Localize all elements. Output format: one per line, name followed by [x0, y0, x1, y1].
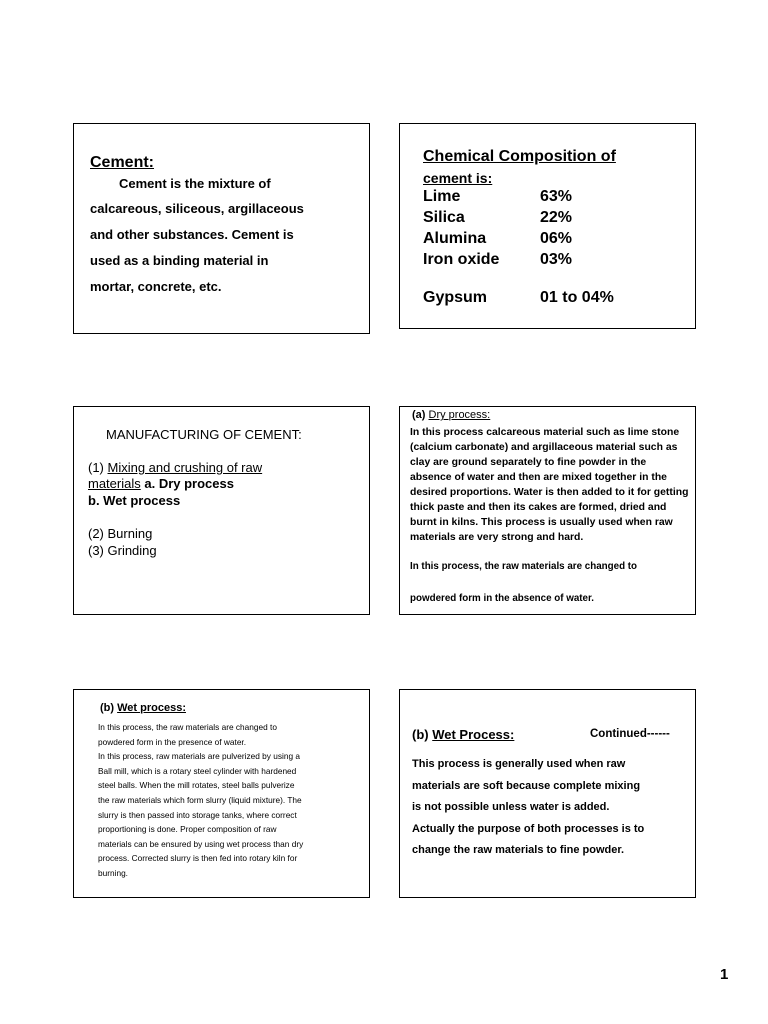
slide-title: MANUFACTURING OF CEMENT:	[106, 427, 302, 442]
item-number: (1)	[88, 460, 108, 475]
text-line: used as a binding material in	[90, 253, 269, 268]
component-name: Gypsum	[423, 289, 488, 306]
slide-title: Cement:	[90, 154, 155, 171]
component-name: Iron oxide	[423, 251, 500, 268]
text-line: proportioning is done. Proper composition of raw	[98, 824, 277, 835]
slide-heading	[100, 702, 186, 714]
slide-manufacturing	[73, 406, 370, 615]
slide-heading	[412, 727, 514, 742]
slide-title: Chemical Composition of	[423, 148, 616, 165]
text-line: This process is generally used when raw	[412, 758, 626, 770]
component-value: 01 to 04%	[540, 289, 614, 306]
text-line: Ball mill, which is a rotary steel cylinder with hardened	[98, 765, 297, 776]
slide-heading	[412, 409, 490, 421]
list-item: (3) Grinding	[88, 543, 157, 558]
list-item	[88, 460, 262, 475]
component-value: 03%	[540, 251, 573, 268]
sub-item: a. Dry process	[140, 476, 234, 491]
heading-prefix: (b)	[412, 727, 433, 742]
heading-label: Wet Process:	[432, 727, 515, 742]
item-label: materials	[88, 476, 141, 491]
text-line: process. Corrected slurry is then fed into rotary kiln for	[98, 853, 298, 864]
component-name: Alumina	[423, 230, 487, 247]
item-label: Mixing and crushing of raw	[107, 460, 263, 475]
text-line: In this process, the raw materials are changed to	[410, 561, 638, 572]
slide-cement-definition	[73, 123, 370, 334]
component-value: 63%	[540, 188, 573, 205]
text-line: powdered form in the absence of water.	[410, 593, 595, 604]
slide-wet-process	[73, 689, 370, 898]
heading-label: Wet process:	[117, 702, 186, 714]
component-name: Silica	[423, 209, 465, 226]
sub-item: b. Wet process	[88, 493, 181, 508]
text-line: In this process, the raw materials are changed to	[98, 722, 277, 732]
text-line: slurry is then passed into storage tanks, where correct	[98, 809, 297, 820]
component-value: 22%	[540, 209, 573, 226]
continued-label: Continued------	[590, 728, 670, 740]
list-item: (2) Burning	[88, 526, 153, 541]
component-name: Lime	[423, 188, 461, 205]
component-value: 06%	[540, 230, 573, 247]
text-line: change the raw materials to fine powder.	[412, 844, 625, 856]
text-line: Actually the purpose of both processes is to	[412, 823, 645, 835]
slide-chemical-composition	[399, 123, 696, 329]
slide-subtitle: cement is:	[423, 170, 493, 186]
slide-wet-process-continued	[399, 689, 696, 898]
heading-prefix: (a)	[412, 409, 429, 421]
slide-dry-process	[399, 406, 696, 615]
text-line: mortar, concrete, etc.	[90, 279, 222, 294]
paragraph	[98, 720, 348, 881]
heading-prefix: (b)	[100, 702, 118, 714]
text-line: materials can be ensured by using wet process than dry	[98, 838, 304, 849]
text-line: materials are soft because complete mixing	[412, 780, 641, 792]
text-line: In this process, raw materials are pulverized by using a	[98, 751, 300, 762]
list-item	[88, 476, 234, 491]
page-number: 1	[720, 966, 729, 983]
text-line: Cement is the mixture of	[119, 176, 271, 191]
text-line: calcareous, siliceous, argillaceous	[90, 201, 304, 216]
text-line: the raw materials which form slurry (liquid mixture). The	[98, 794, 302, 805]
text-line: and other substances. Cement is	[90, 227, 294, 242]
text-line: is not possible unless water is added.	[412, 801, 610, 813]
text-line: steel balls. When the mill rotates, steel balls pulverize	[98, 780, 295, 791]
text-line: powdered form in the presence of water.	[98, 736, 247, 747]
text-line: burning.	[98, 867, 128, 878]
heading-label: Dry process:	[428, 409, 491, 421]
paragraph: In this process calcareous material such as lime stone (calcium carbonate) and argillaceous material such as clay are ground separately to fine powder in the absence of water and then are mixed together in the desired proportions. Water is then added to it for getting thick paste and then its cakes are formed, dried and burnt in kilns. This process is usually used when raw materials are very strong and hard.	[410, 427, 689, 543]
